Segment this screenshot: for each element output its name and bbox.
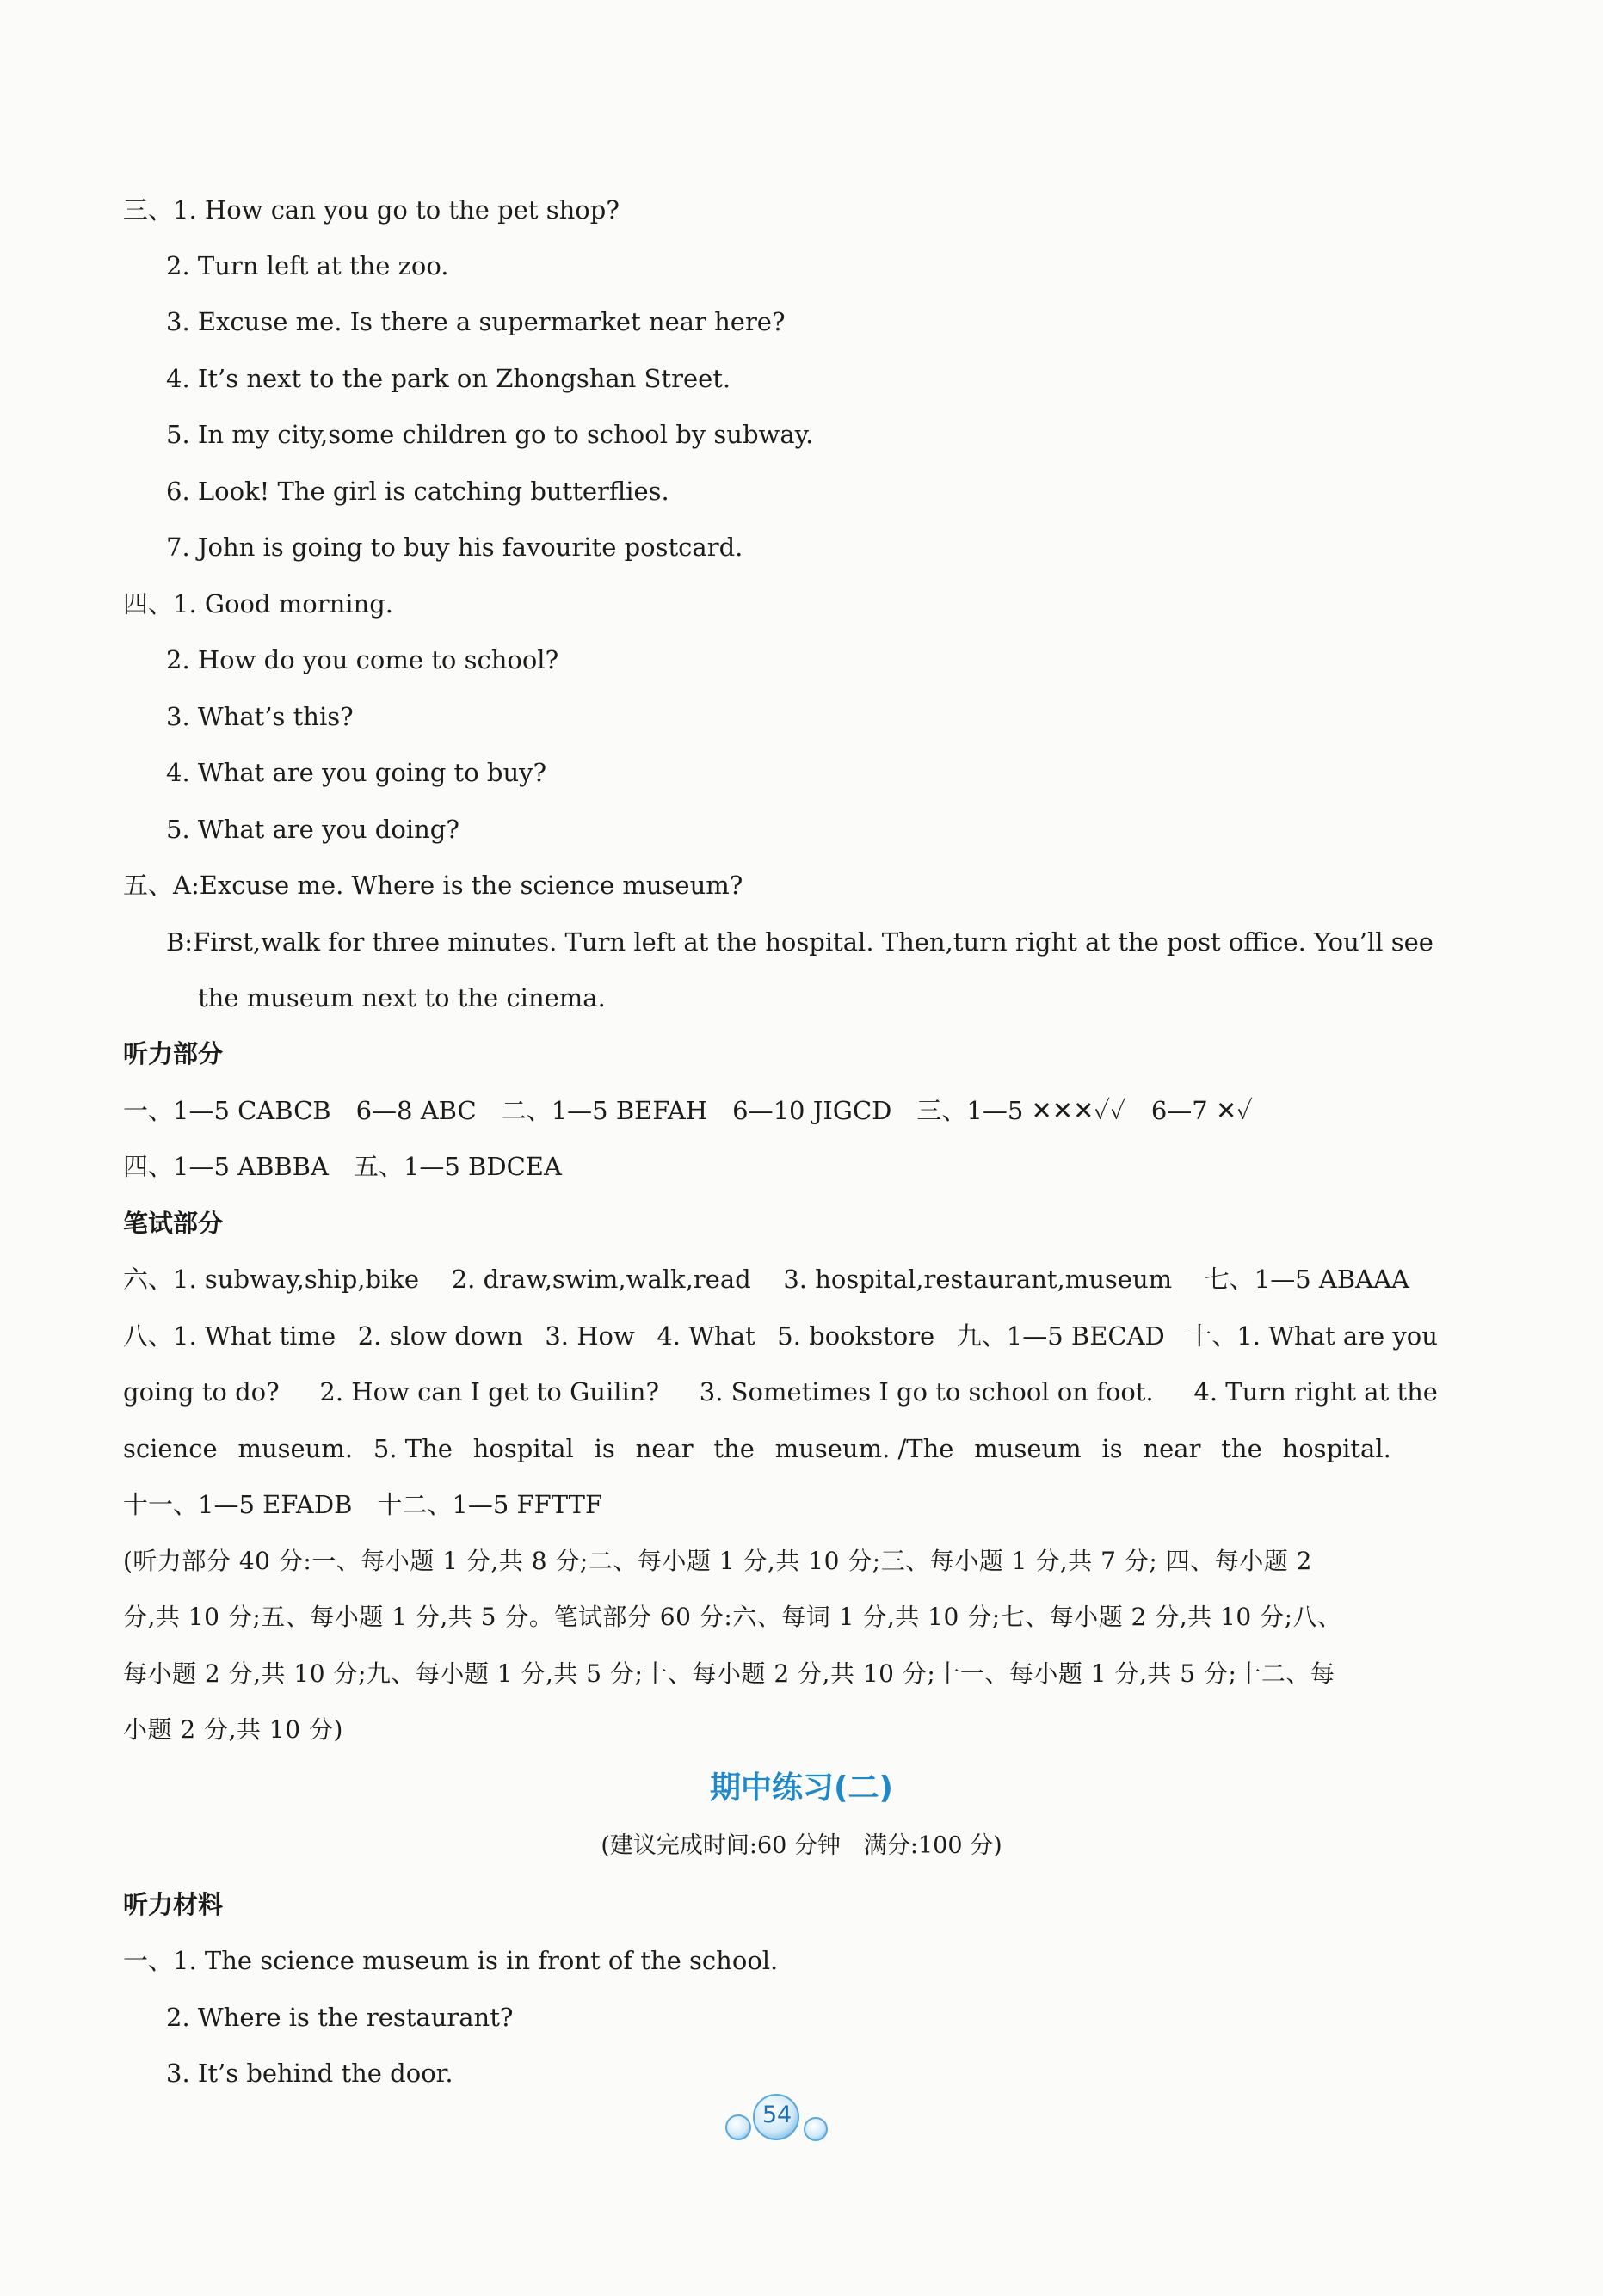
section3-item: 1. How can you go to the pet shop? bbox=[173, 195, 620, 225]
answer-segment: 2. draw,swim,walk,read bbox=[451, 1265, 751, 1294]
section4-item: 1. Good morning. bbox=[173, 589, 394, 619]
written-answers-line-4 bbox=[123, 1431, 1391, 1466]
section5-speaker-a: A:Excuse me. Where is the science museum? bbox=[173, 871, 743, 900]
section4-line-1 bbox=[123, 587, 393, 621]
section5-line-b-cont: the museum next to the cinema. bbox=[198, 983, 606, 1013]
answer-segment: 4. Turn right at the bbox=[1193, 1377, 1438, 1407]
answer-segment: 3. hospital,restaurant,museum bbox=[783, 1265, 1173, 1294]
answer-segment: 九、1—5 BECAD bbox=[956, 1321, 1165, 1351]
section-title: 期中练习(二) bbox=[710, 1770, 893, 1806]
section3-line-6: 6. Look! The girl is catching butterflies. bbox=[166, 477, 669, 506]
section5-line-b: B:First,walk for three minutes. Turn left at the hospital. Then,turn right at the post office. You’ll see bbox=[166, 927, 1433, 957]
section3-line-1 bbox=[123, 193, 620, 227]
answer-word: near bbox=[1143, 1434, 1201, 1463]
answer-word: is bbox=[1101, 1434, 1123, 1463]
section3-line-3: 3. Excuse me. Is there a supermarket near here? bbox=[166, 307, 786, 336]
section3-label: 三、 bbox=[123, 195, 174, 225]
section3-line-2: 2. Turn left at the zoo. bbox=[166, 251, 449, 280]
answer-word: museum bbox=[974, 1434, 1082, 1463]
answer-word: hospital. bbox=[1282, 1434, 1391, 1463]
section4-label: 四、 bbox=[123, 589, 174, 619]
section5-line-a bbox=[123, 868, 743, 902]
scoring-note-text: (听力部分 40 分:一、每小题 1 分,共 8 分;二、每小题 1 分,共 10 分;三、每小题 1 分,共 7 分; 四、每小题 2 bbox=[123, 1547, 1312, 1575]
material-item: 1. The science museum is in front of the school. bbox=[173, 1946, 779, 1975]
answer-segment: 3. Sometimes I go to school on foot. bbox=[699, 1377, 1154, 1407]
section4-line-5: 5. What are you doing? bbox=[166, 815, 459, 844]
answer-segment: 4. What bbox=[657, 1321, 755, 1351]
answer-segment: 5. bookstore bbox=[777, 1321, 935, 1351]
answer-word: is bbox=[594, 1434, 615, 1463]
section3-line-4: 4. It’s next to the park on Zhongshan Street. bbox=[166, 364, 731, 393]
answer-segment: 十、1. What are you bbox=[1187, 1321, 1438, 1351]
page-number-badge bbox=[721, 2091, 833, 2143]
section-subtitle: (建议完成时间:60 分钟 满分:100 分) bbox=[601, 1832, 1002, 1859]
answer-word: hospital bbox=[472, 1434, 574, 1463]
material-line-2: 2. Where is the restaurant? bbox=[166, 2003, 514, 2032]
answer-word: 5. The bbox=[373, 1434, 453, 1463]
answer-segment: 七、1—5 ABAAA bbox=[1204, 1265, 1409, 1294]
written-answers-line-2 bbox=[123, 1319, 1438, 1353]
page-number: 54 bbox=[761, 2102, 792, 2128]
answer-word: the bbox=[1221, 1434, 1262, 1463]
material-heading: 听力材料 bbox=[123, 1890, 224, 1919]
section4-line-3: 3. What’s this? bbox=[166, 702, 354, 731]
section4-line-4: 4. What are you going to buy? bbox=[166, 758, 547, 787]
scoring-note-line-2: 分,共 10 分;五、每小题 1 分,共 5 分。笔试部分 60 分:六、每词 1 分,共 10 分;七、每小题 2 分,共 10 分;八、 bbox=[123, 1603, 1342, 1631]
written-answers-line-3 bbox=[123, 1375, 1438, 1409]
answer-segment: 2. How can I get to Guilin? bbox=[319, 1377, 660, 1407]
listening-answers-line-2: 四、1—5 ABBBA 五、1—5 BDCEA bbox=[123, 1152, 562, 1181]
section3-line-5: 5. In my city,some children go to school by subway. bbox=[166, 420, 814, 449]
material-line-1 bbox=[123, 1943, 778, 1978]
material-label: 一、 bbox=[123, 1946, 174, 1975]
section4-line-2: 2. How do you come to school? bbox=[166, 645, 559, 674]
answer-segment: 3. How bbox=[545, 1321, 635, 1351]
listening-answers-line-1: 一、1—5 CABCB 6—8 ABC 二、1—5 BEFAH 6—10 JIGCD 三、1—5 ✕✕✕✓✓ 6—7 ✕✓ bbox=[123, 1096, 1253, 1125]
answer-segment: 六、1. subway,ship,bike bbox=[123, 1265, 420, 1294]
answer-segment: going to do? bbox=[123, 1377, 280, 1407]
section3-line-7: 7. John is going to buy his favourite postcard. bbox=[166, 532, 743, 562]
written-answers-line-1 bbox=[123, 1262, 1409, 1296]
answer-word: science bbox=[123, 1434, 218, 1463]
scoring-note-line-4: 小题 2 分,共 10 分) bbox=[123, 1715, 343, 1744]
material-line-3: 3. It’s behind the door. bbox=[166, 2059, 453, 2088]
answer-segment: 2. slow down bbox=[357, 1321, 523, 1351]
answer-segment: 八、1. What time bbox=[123, 1321, 336, 1351]
answer-word: near bbox=[635, 1434, 694, 1463]
scoring-note-line-1 bbox=[123, 1544, 1438, 1579]
answer-word: the bbox=[713, 1434, 755, 1463]
scoring-note-line-3: 每小题 2 分,共 10 分;九、每小题 1 分,共 5 分;十、每小题 2 分,共 10 分;十一、每小题 1 分,共 5 分;十二、每 bbox=[123, 1659, 1335, 1688]
answer-word: museum. bbox=[237, 1434, 354, 1463]
written-answers-line-5: 十一、1—5 EFADB 十二、1—5 FFTTF bbox=[123, 1490, 603, 1519]
listening-heading: 听力部分 bbox=[123, 1039, 224, 1068]
answer-word: museum. /The bbox=[774, 1434, 954, 1463]
written-heading: 笔试部分 bbox=[123, 1209, 224, 1238]
section5-label: 五、 bbox=[123, 871, 174, 900]
